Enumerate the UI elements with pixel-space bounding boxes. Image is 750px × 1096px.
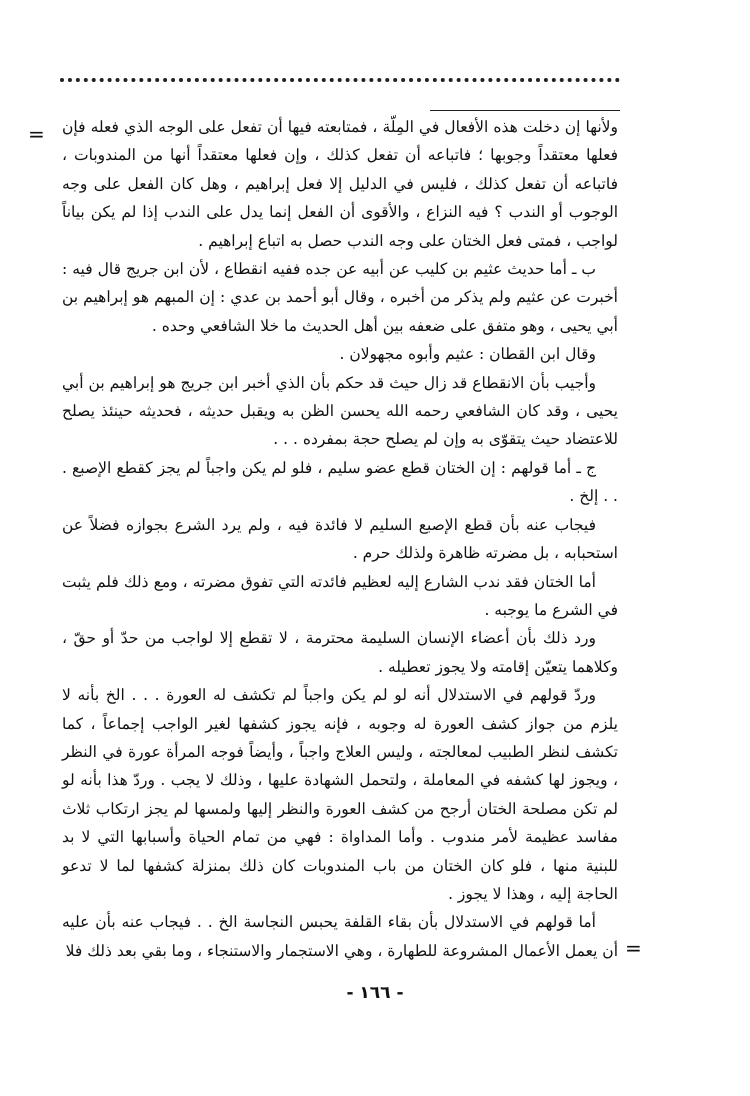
footnote-rule (430, 110, 620, 111)
continuation-marker-bottom: = (625, 936, 642, 960)
paragraph-4: وأجيب بأن الانقطاع قد زال حيث قد حكم بأن الذي أخبر ابن جريج هو إبراهيم بن أبي يحيى ، وقد كان الشافعي رحمه الله يحسن الظن به ويقبل حديثه ، فحديثه حينئذ يصلح للاعتضاد حيث يتقوّى به وإن لم يصلح حجة بمفرده . . . (62, 373, 618, 449)
paragraph-2: ب ـ أما حديث عثيم بن كليب عن أبيه عن جده ففيه انقطاع ، لأن ابن جريج قال فيه : أخبرت عن عثيم ولم يذكر من أخبره ، وقال أبو أحمد بن عدي : إن المبهم هو إبراهيم بن أبي يحيى ، وهو متفق على ضعفه بين أهل الحديث ما خلا الشافعي وحده . (62, 260, 618, 335)
paragraph-7: أما الختان فقد ندب الشارع إليه لعظيم فائدته التي تفوق مضرته ، ومع ذلك فلم يثبت في الشرع ما يوجبه . (62, 572, 618, 619)
paragraph-5: ج ـ أما قولهم : إن الختان قطع عضو سليم ، فلو لم يكن واجباً لم يجز كقطع الإصبع . . . إلخ . (62, 458, 618, 506)
dotted-separator (60, 78, 620, 90)
paragraph-3: وقال ابن القطان : عثيم وأبوه مجهولان . (339, 345, 596, 364)
footnote-text-block (62, 113, 618, 965)
page-number: - ١٦٦ - (346, 983, 404, 1003)
paragraph-9: وردّ قولهم في الاستدلال أنه لو لم يكن واجباً لم تكشف له العورة . . . الخ بأنه لا يلزم من جواز كشف العورة له وجوبه ، فإنه يجوز كشفها لغير الواجب إجماعاً ، كما تكشف لنظر الطبيب لمعالجته ، وليس العلاج واجباً ، وأيضاً فوجه المرأة عورة في النظر ، ويجوز لها كشفه في المعاملة ، ولتحمل الشهادة عليها ، وذلك لا يجب . وردّ هذا بأنه لو لم تكن مصلحة الختان أرجح من كشف العورة والنظر إليها ولمسها لم يجز ارتكاب ثلاث مفاسد عظيمة لأمر مندوب . وأما المداواة : فهي من تمام الحياة وأسبابها التي لا بد للبنية منها ، فلو كان الختان من باب المندوبات كان ذلك بمنزلة كشفها لما لا تدعو الحاجة إليه ، وهذا لا يجوز . (62, 686, 618, 903)
continuation-marker-top: = (28, 122, 45, 146)
paragraph-10: أما قولهم في الاستدلال بأن بقاء القلفة يحبس النجاسة الخ . . فيجاب عنه بأن عليه أن يعمل الأعمال المشروعة للطهارة ، وهي الاستجمار والاستنجاء ، وما بقي بعد ذلك فلا (62, 913, 618, 960)
paragraph-8: ورد ذلك بأن أعضاء الإنسان السليمة محترمة ، لا تقطع إلا لواجب من حدّ أو حقّ ، وكلاهما يتعيّن إقامته ولا يجوز تعطيله . (62, 629, 618, 676)
paragraph-1: ولأنها إن دخلت هذه الأفعال في المِلّة ، فمتابعته فيها أن تفعل على الوجه الذي فعله فإن فعلها معتقداً وجوبها ؛ فاتباعه أن تفعل كذلك ، وإن فعلها معتقداً أنها من المندوبات ، فاتباعه أن تفعل كذلك ، فليس في الدليل إلا فعل إبراهيم ، وهل كان الفعل على وجه الوجوب أو الندب ؟ فيه النزاع ، والأقوى أن الفعل إنما يدل على الندب إذا لم يكن بياناً لواجب ، فمتى فعل الختان على وجه الندب حصل به اتباع إبراهيم . (62, 118, 618, 250)
paragraph-6: فيجاب عنه بأن قطع الإصبع السليم لا فائدة فيه ، ولم يرد الشرع بجوازه فضلاً عن استحبابه ، بل مضرته ظاهرة ولذلك حرم . (62, 515, 618, 563)
